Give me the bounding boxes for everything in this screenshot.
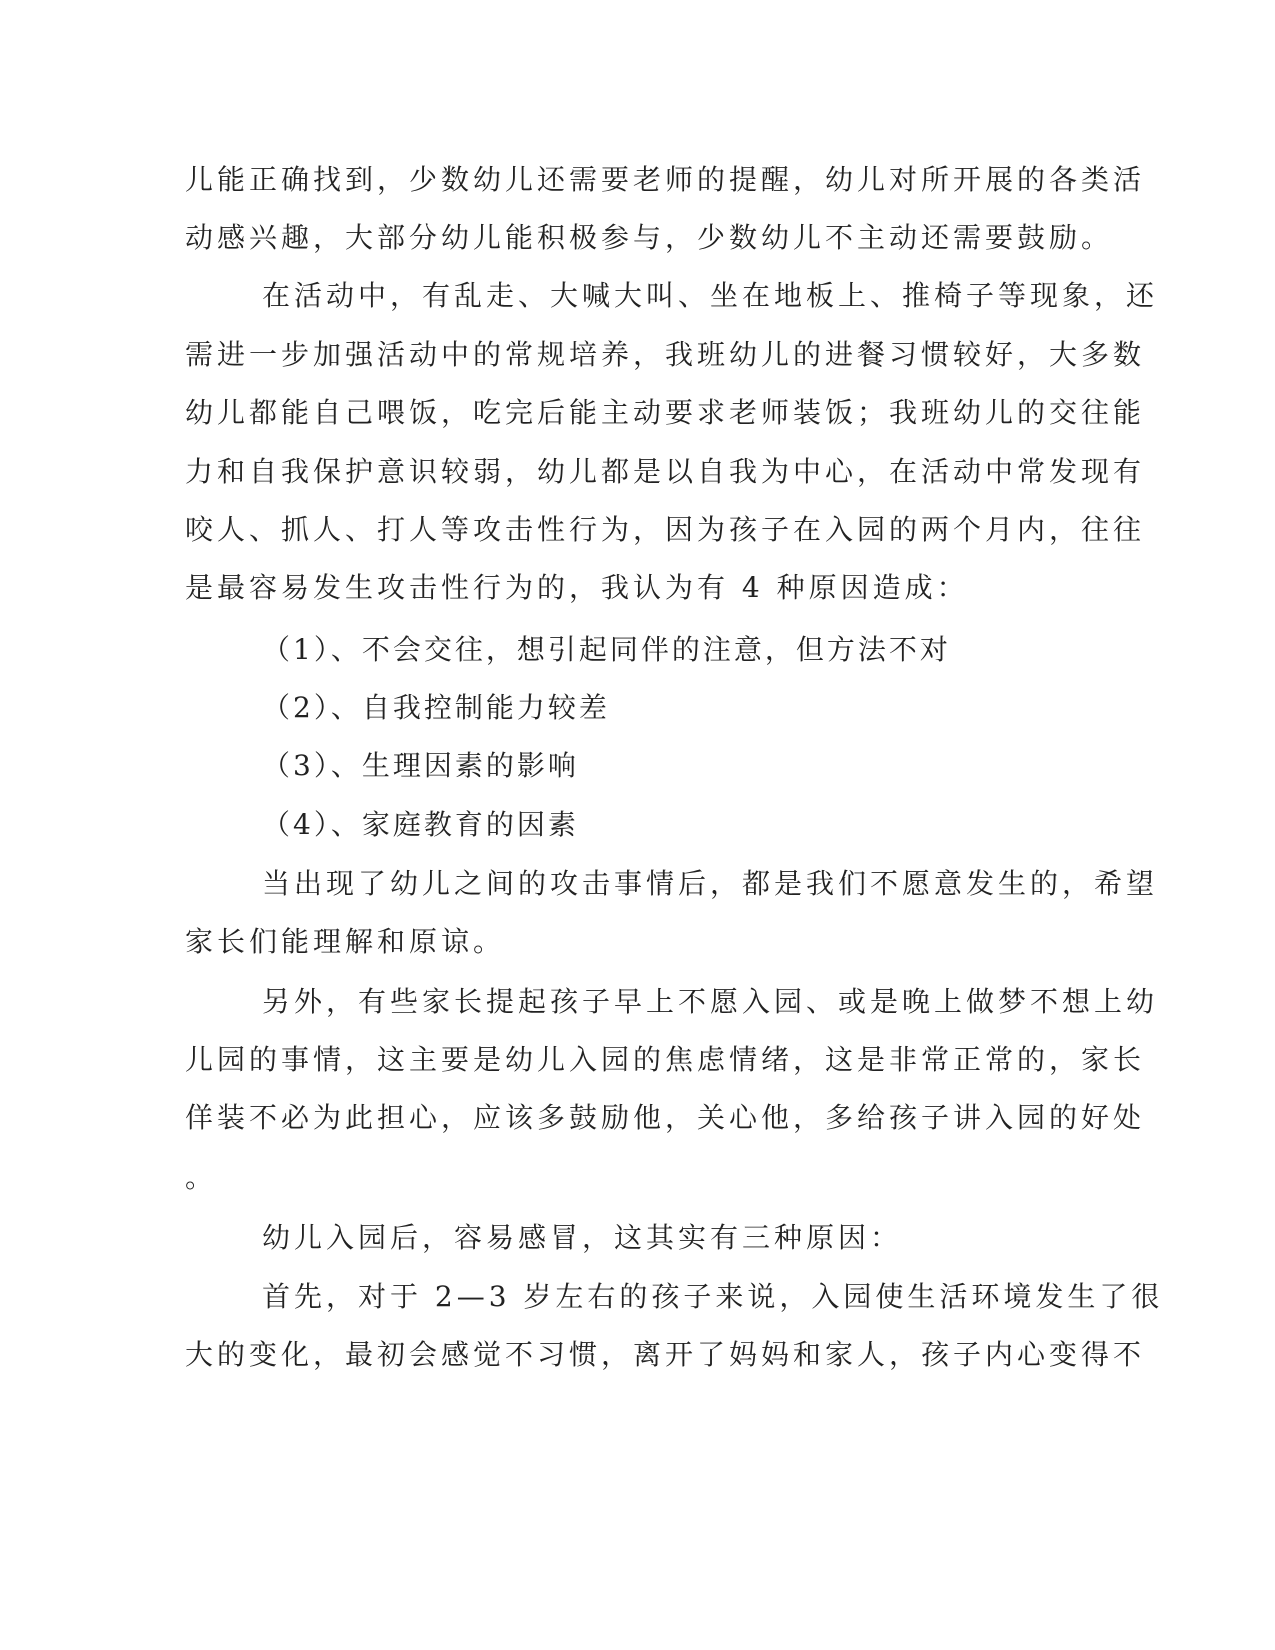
text-line: 大的变化，最初会感觉不习惯，离开了妈妈和家人，孩子内心变得不 [185, 1338, 1146, 1371]
text-line: 是最容易发生攻击性行为的，我认为有 4 种原因造成： [185, 571, 969, 604]
paragraph-start-line: 当出现了幼儿之间的攻击事情后，都是我们不愿意发生的，希望 [262, 867, 1159, 900]
text-line: 家长们能理解和原谅。 [185, 925, 506, 958]
text-line: 动感兴趣，大部分幼儿能积极参与，少数幼儿不主动还需要鼓励。 [185, 221, 1114, 254]
paragraph-start-line: 在活动中，有乱走、大喊大叫、坐在地板上、推椅子等现象，还 [262, 279, 1159, 312]
list-item: （3）、生理因素的影响 [262, 749, 579, 782]
text-line: 需进一步加强活动中的常规培养，我班幼儿的进餐习惯较好，大多数 [185, 338, 1146, 371]
text-line: 。 [185, 1161, 218, 1194]
text-line: 儿园的事情，这主要是幼儿入园的焦虑情绪，这是非常正常的，家长 [185, 1043, 1146, 1076]
text-line: 佯装不必为此担心，应该多鼓励他，关心他，多给孩子讲入园的好处 [185, 1101, 1146, 1134]
text-line: 儿能正确找到，少数幼儿还需要老师的提醒，幼儿对所开展的各类活 [185, 163, 1146, 196]
paragraph-start-line: 首先，对于 2—3 岁左右的孩子来说，入园使生活环境发生了很 [262, 1280, 1164, 1313]
paragraph-start-line: 幼儿入园后，容易感冒，这其实有三种原因： [262, 1221, 903, 1254]
text-line: 力和自我保护意识较弱，幼儿都是以自我为中心，在活动中常发现有 [185, 455, 1146, 488]
list-item: （2）、自我控制能力较差 [262, 691, 610, 724]
text-line: 幼儿都能自己喂饭，吃完后能主动要求老师装饭；我班幼儿的交往能 [185, 396, 1146, 429]
text-line: 咬人、抓人、打人等攻击性行为，因为孩子在入园的两个月内，往往 [185, 513, 1146, 546]
list-item: （4）、家庭教育的因素 [262, 808, 579, 841]
list-item: （1）、不会交往，想引起同伴的注意，但方法不对 [262, 633, 951, 666]
paragraph-start-line: 另外，有些家长提起孩子早上不愿入园、或是晚上做梦不想上幼 [262, 985, 1159, 1018]
